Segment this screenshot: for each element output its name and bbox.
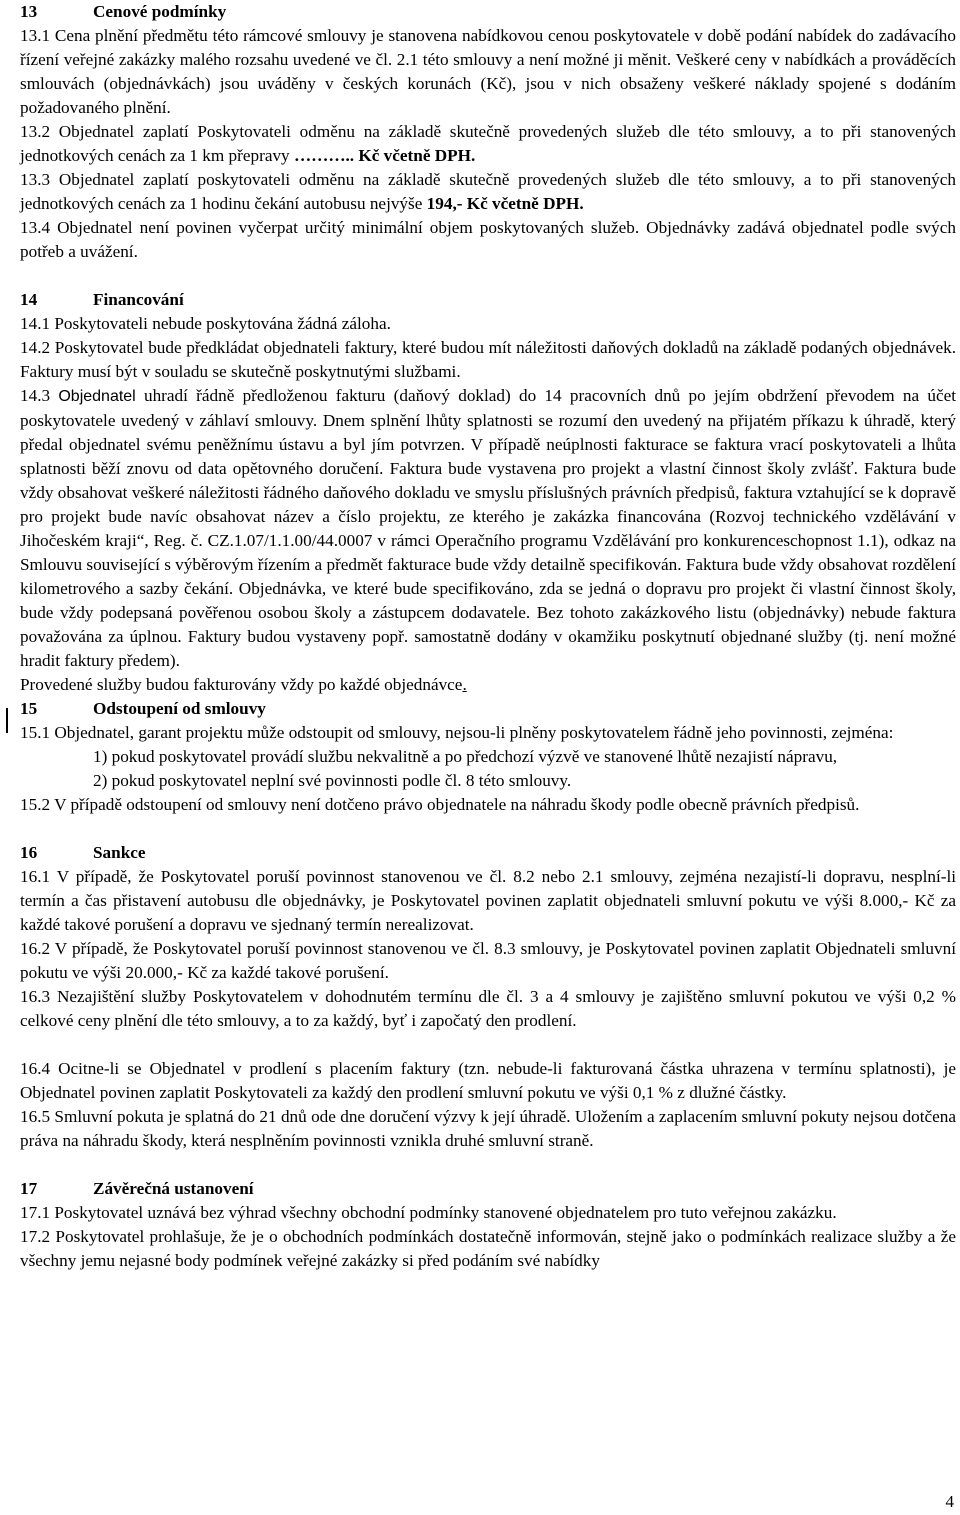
paragraph-13-3 — [20, 168, 956, 216]
section-title: Odstoupení od smlouvy — [93, 699, 266, 718]
section-heading-16 — [20, 841, 956, 865]
price-per-km: ……….. Kč včetně DPH. — [293, 146, 476, 165]
section-number: 16 — [20, 843, 38, 862]
paragraph-number: 14.3 — [20, 386, 59, 405]
section-number: 15 — [20, 699, 38, 718]
paragraph-14-3 — [20, 384, 956, 673]
paragraph-14-2: 14.2 Poskytovatel bude předkládat objednateli faktury, které budou mít náležitosti daňových dokladů na základě podaných objednávek. Faktury musí být v souladu se skutečně poskytnutými službami. — [20, 338, 956, 381]
section-heading-17 — [20, 1177, 956, 1201]
spacer — [20, 1033, 956, 1057]
paragraph-16-3: 16.3 Nezajištění služby Poskytovatelem v dohodnutém termínu dle čl. 3 a 4 smlouvy je zajištěno smluvní pokutou ve výši 0,2 % celkové ceny plnění dle této smlouvy, a to za každý, byť i započatý den prodlení. — [20, 987, 956, 1030]
price-per-hour: 194,- Kč včetně DPH. — [426, 194, 584, 213]
paragraph-16-1: 16.1 V případě, že Poskytovatel poruší povinnost stanovenou ve čl. 8.2 nebo 2.1 smlouvy, zejména nezajistí-li dopravu, nesplní-li termín a čas přistavení autobusu dle objednávky, je Poskytovatel povinen zaplatit objednateli smluvní pokutu ve výši 8.000,- Kč za každé takové porušení a dopravu ve sjednaný termín nerealizovat. — [20, 867, 956, 934]
section-title: Cenové podmínky — [93, 2, 227, 21]
section-heading-15 — [20, 697, 956, 721]
paragraph-text: 13.2 Objednatel zaplatí Poskytovateli odměnu na základě skutečně provedených služeb dle této smlouvy, a to při stanovených jednotkových cenách za 1 km přepravy — [20, 122, 956, 165]
revision-change-bar — [6, 708, 8, 733]
spacer — [20, 264, 956, 288]
section-heading-13 — [20, 0, 956, 24]
paragraph-text: uhradí řádně předloženou fakturu (daňový doklad) do 14 pracovních dnů po jejím obdržení převodem na účet poskytovatele uvedený v záhlaví smlouvy. Dnem splnění lhůty splatnosti se rozumí den uvedený na přijatém příkazu k úhradě, který předal objednatel svému peněžnímu ústavu a byl jím potvrzen. V případě neúplnosti fakturace se faktura vrací poskytovateli a lhůta splatnosti běží znovu od data opětovného doručení. Faktura bude vystavena pro projekt a vlastní činnost školy zvlášť. Faktura bude vždy obsahovat veškeré náležitosti řádného daňového dokladu ve smyslu příslušných právních předpisů, faktura vztahující se k dopravě pro projekt bude navíc obsahovat název a číslo projektu, ze kterého je zakázka financována (Rozvoj technického vzdělávání v Jihočeském kraji“, Reg. č. CZ.1.07/1.1.00/44.0007 v rámci Operačního programu Vzdělávání pro konkurenceschopnost 1.1), odkaz na Smlouvu související s výběrovým řízením a předmět fakturace bude vždy detailně specifikován. Faktura bude vždy obsahovat rozdělení kilometrového a sazby čekání. Objednávka, ve které bude specifikováno, zda se jedná o dopravu pro projekt či vlastní činnost školy, bude vždy podepsaná pověřenou osobou školy a zástupcem dodavatele. Bez tohoto zakázkového listu (objednávky) nebude faktura považována za úplnou. Faktury budou vystaveny popř. samostatně dodány v okamžiku poskytnutí objednané služby (tj. není možné hradit faktury předem). — [20, 386, 956, 670]
section-title: Sankce — [93, 843, 146, 862]
section-number: 14 — [20, 290, 38, 309]
paragraph-14-1: 14.1 Poskytovateli nebude poskytována žádná záloha. — [20, 314, 391, 333]
paragraph-13-4: 13.4 Objednatel není povinen vyčerpat určitý minimální objem poskytovaných služeb. Objednávky zadává objednatel podle svých potřeb a uvážení. — [20, 218, 956, 261]
section-heading-14 — [20, 288, 956, 312]
paragraph-15-1: 15.1 Objednatel, garant projektu může odstoupit od smlouvy, nejsou-li plněny poskytovatelem řádně jeho povinnosti, zejména: — [20, 723, 894, 742]
paragraph-13-2 — [20, 120, 956, 168]
highlighted-word: Objednatel — [58, 388, 136, 405]
section-number: 17 — [20, 1179, 38, 1198]
section-title: Financování — [93, 290, 184, 309]
spacer — [20, 817, 956, 841]
paragraph-15-2: 15.2 V případě odstoupení od smlouvy není dotčeno právo objednatele na náhradu škody podle obecně právních předpisů. — [20, 795, 860, 814]
paragraph-16-2: 16.2 V případě, že Poskytovatel poruší povinnost stanovenou ve čl. 8.3 smlouvy, je Poskytovatel povinen zaplatit Objednateli smluvní pokutu ve výši 20.000,- Kč za každé takové porušení. — [20, 939, 956, 982]
section-title: Závěrečná ustanovení — [93, 1179, 254, 1198]
spacer — [20, 1153, 956, 1177]
paragraph-text: 13.3 Objednatel zaplatí poskytovateli odměnu na základě skutečně provedených služeb dle této smlouvy, a to při stanovených jednotkových cenách za 1 hodinu čekání autobusu nejvýše — [20, 170, 956, 213]
page-number: 4 — [945, 1492, 954, 1511]
list-item-1: 1) pokud poskytovatel provádí službu nekvalitně a po předchozí výzvě ve stanovené lhůtě nezajistí nápravu, — [93, 747, 838, 766]
paragraph-17-1: 17.1 Poskytovatel uznává bez výhrad všechny obchodní podmínky stanovené objednatelem pro tuto veřejnou zakázku. — [20, 1203, 837, 1222]
section-number: 13 — [20, 2, 38, 21]
paragraph-17-2: 17.2 Poskytovatel prohlašuje, že je o obchodních podmínkách dostatečně informován, stejně jako o podmínkách realizace služby a že všechny jemu nejasné body podmínek veřejné zakázky si před podáním své nabídky — [20, 1227, 956, 1270]
page-content — [20, 0, 956, 1273]
paragraph-16-5: 16.5 Smluvní pokuta je splatná do 21 dnů ode dne doručení výzvy k její úhradě. Uložením a zaplacením smluvní pokuty nejsou dotčena práva na náhradu škody, která nesplněním povinnosti vznikla druhé smluvní straně. — [20, 1107, 956, 1150]
paragraph-13-1: 13.1 Cena plnění předmětu této rámcové smlouvy je stanovena nabídkovou cenou poskytovatele v době podání nabídek do zadávacího řízení veřejné zakázky malého rozsahu uvedené ve čl. 2.1 této smlouvy a není možné ji měnit. Veškeré ceny v nabídkách a prováděcích smlouvách (objednávkách) jsou uváděny v českých korunách (Kč), jsou v nich obsaženy veškeré náklady spojené s dodáním požadovaného plnění. — [20, 26, 956, 117]
paragraph-text: Provedené služby budou fakturovány vždy po každé objednávce — [20, 675, 463, 694]
list-item-2: 2) pokud poskytovatel neplní své povinnosti podle čl. 8 této smlouvy. — [93, 771, 572, 790]
tracked-change-mark: . — [462, 675, 467, 694]
paragraph-14-4 — [20, 673, 956, 697]
paragraph-16-4: 16.4 Ocitne-li se Objednatel v prodlení s placením faktury (tzn. nebude-li fakturovaná částka uhrazena v termínu splatnosti), je Objednatel povinen zaplatit Poskytovateli za každý den prodlení smluvní pokutu ve výši 0,1 % z dlužné částky. — [20, 1059, 956, 1102]
